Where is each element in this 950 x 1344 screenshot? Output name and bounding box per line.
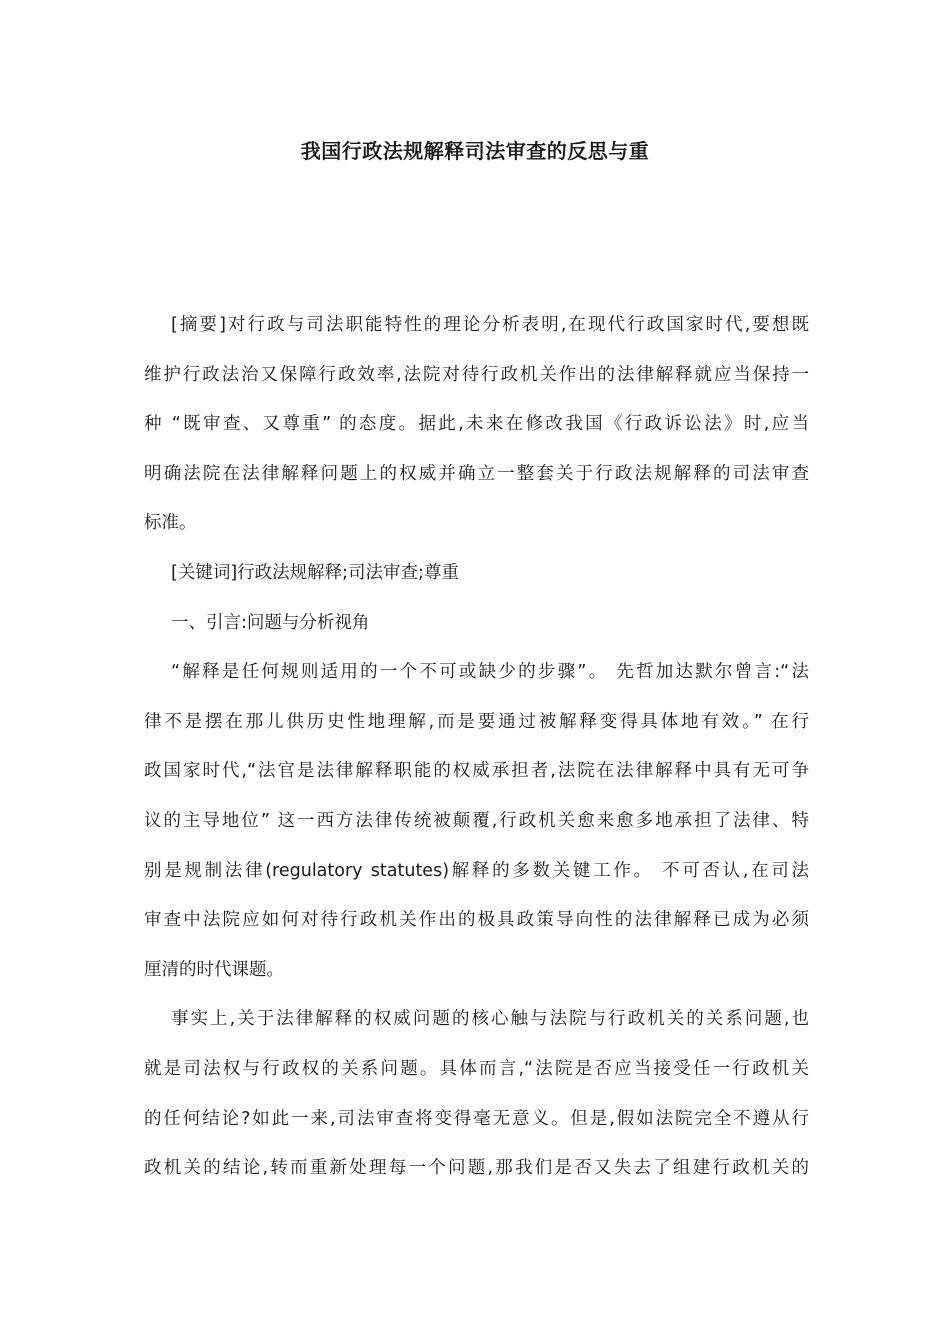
paragraph-line: 议的主导地位” 这一西方法律传统被颠覆,行政机关愈来愈多地承担了法律、特 (144, 810, 809, 831)
abstract-line: [摘要]对行政与司法职能特性的理论分析表明,在现代行政国家时代,要想既 (171, 315, 809, 335)
paragraph-line: “解释是任何规则适用的一个不可或缺少的步骤”。 先哲加达默尔曾言:“法 (171, 662, 809, 683)
paragraph-line: 政国家时代,“法官是法律解释职能的权威承担者,法院在法律解释中具有无可争 (144, 761, 809, 782)
paragraph-line: 厘清的时代课题。 (144, 959, 284, 980)
paragraph-line: 事实上,关于法律解释的权威问题的核心触与法院与行政机关的关系问题,也 (171, 1009, 809, 1030)
paragraph-line: 政机关的结论,转而重新处理每一个问题,那我们是否又失去了组建行政机关的 (144, 1158, 809, 1179)
paragraph-line: 的任何结论?如此一来,司法审查将变得毫无意义。但是,假如法院完全不遵从行 (144, 1108, 809, 1129)
document-title: 我国行政法规解释司法审查的反思与重 (300, 139, 650, 163)
abstract-line: 标准。 (144, 513, 197, 534)
abstract-line: 维护行政法治又保障行政效率,法院对待行政机关作出的法律解释就应当保持一 (144, 364, 809, 385)
paragraph-line: 审查中法院应如何对待行政机关作出的极具政策导向性的法律解释已成为必须 (144, 910, 809, 931)
document-body (144, 301, 809, 1194)
paragraph-line: 就是司法权与行政权的关系问题。具体而言,“法院是否应当接受任一行政机关 (144, 1058, 809, 1079)
paragraph-line: 别是规制法律(regulatory statutes)解释的多数关键工作。 不可否认,在司法 (144, 860, 809, 881)
keywords-line: [关键词]行政法规解释;司法审查;尊重 (171, 562, 459, 583)
section-heading: 一、引言:问题与分析视角 (171, 612, 370, 633)
paragraph-line: 律不是摆在那儿供历史性地理解,而是要通过被解释变得具体地有效。” 在行 (144, 711, 809, 732)
abstract-line: 种 “既审查、又尊重” 的态度。据此,未来在修改我国《行政诉讼法》时,应当 (144, 414, 809, 435)
abstract-line: 明确法院在法律解释问题上的权威并确立一整套关于行政法规解释的司法审查 (144, 463, 809, 484)
